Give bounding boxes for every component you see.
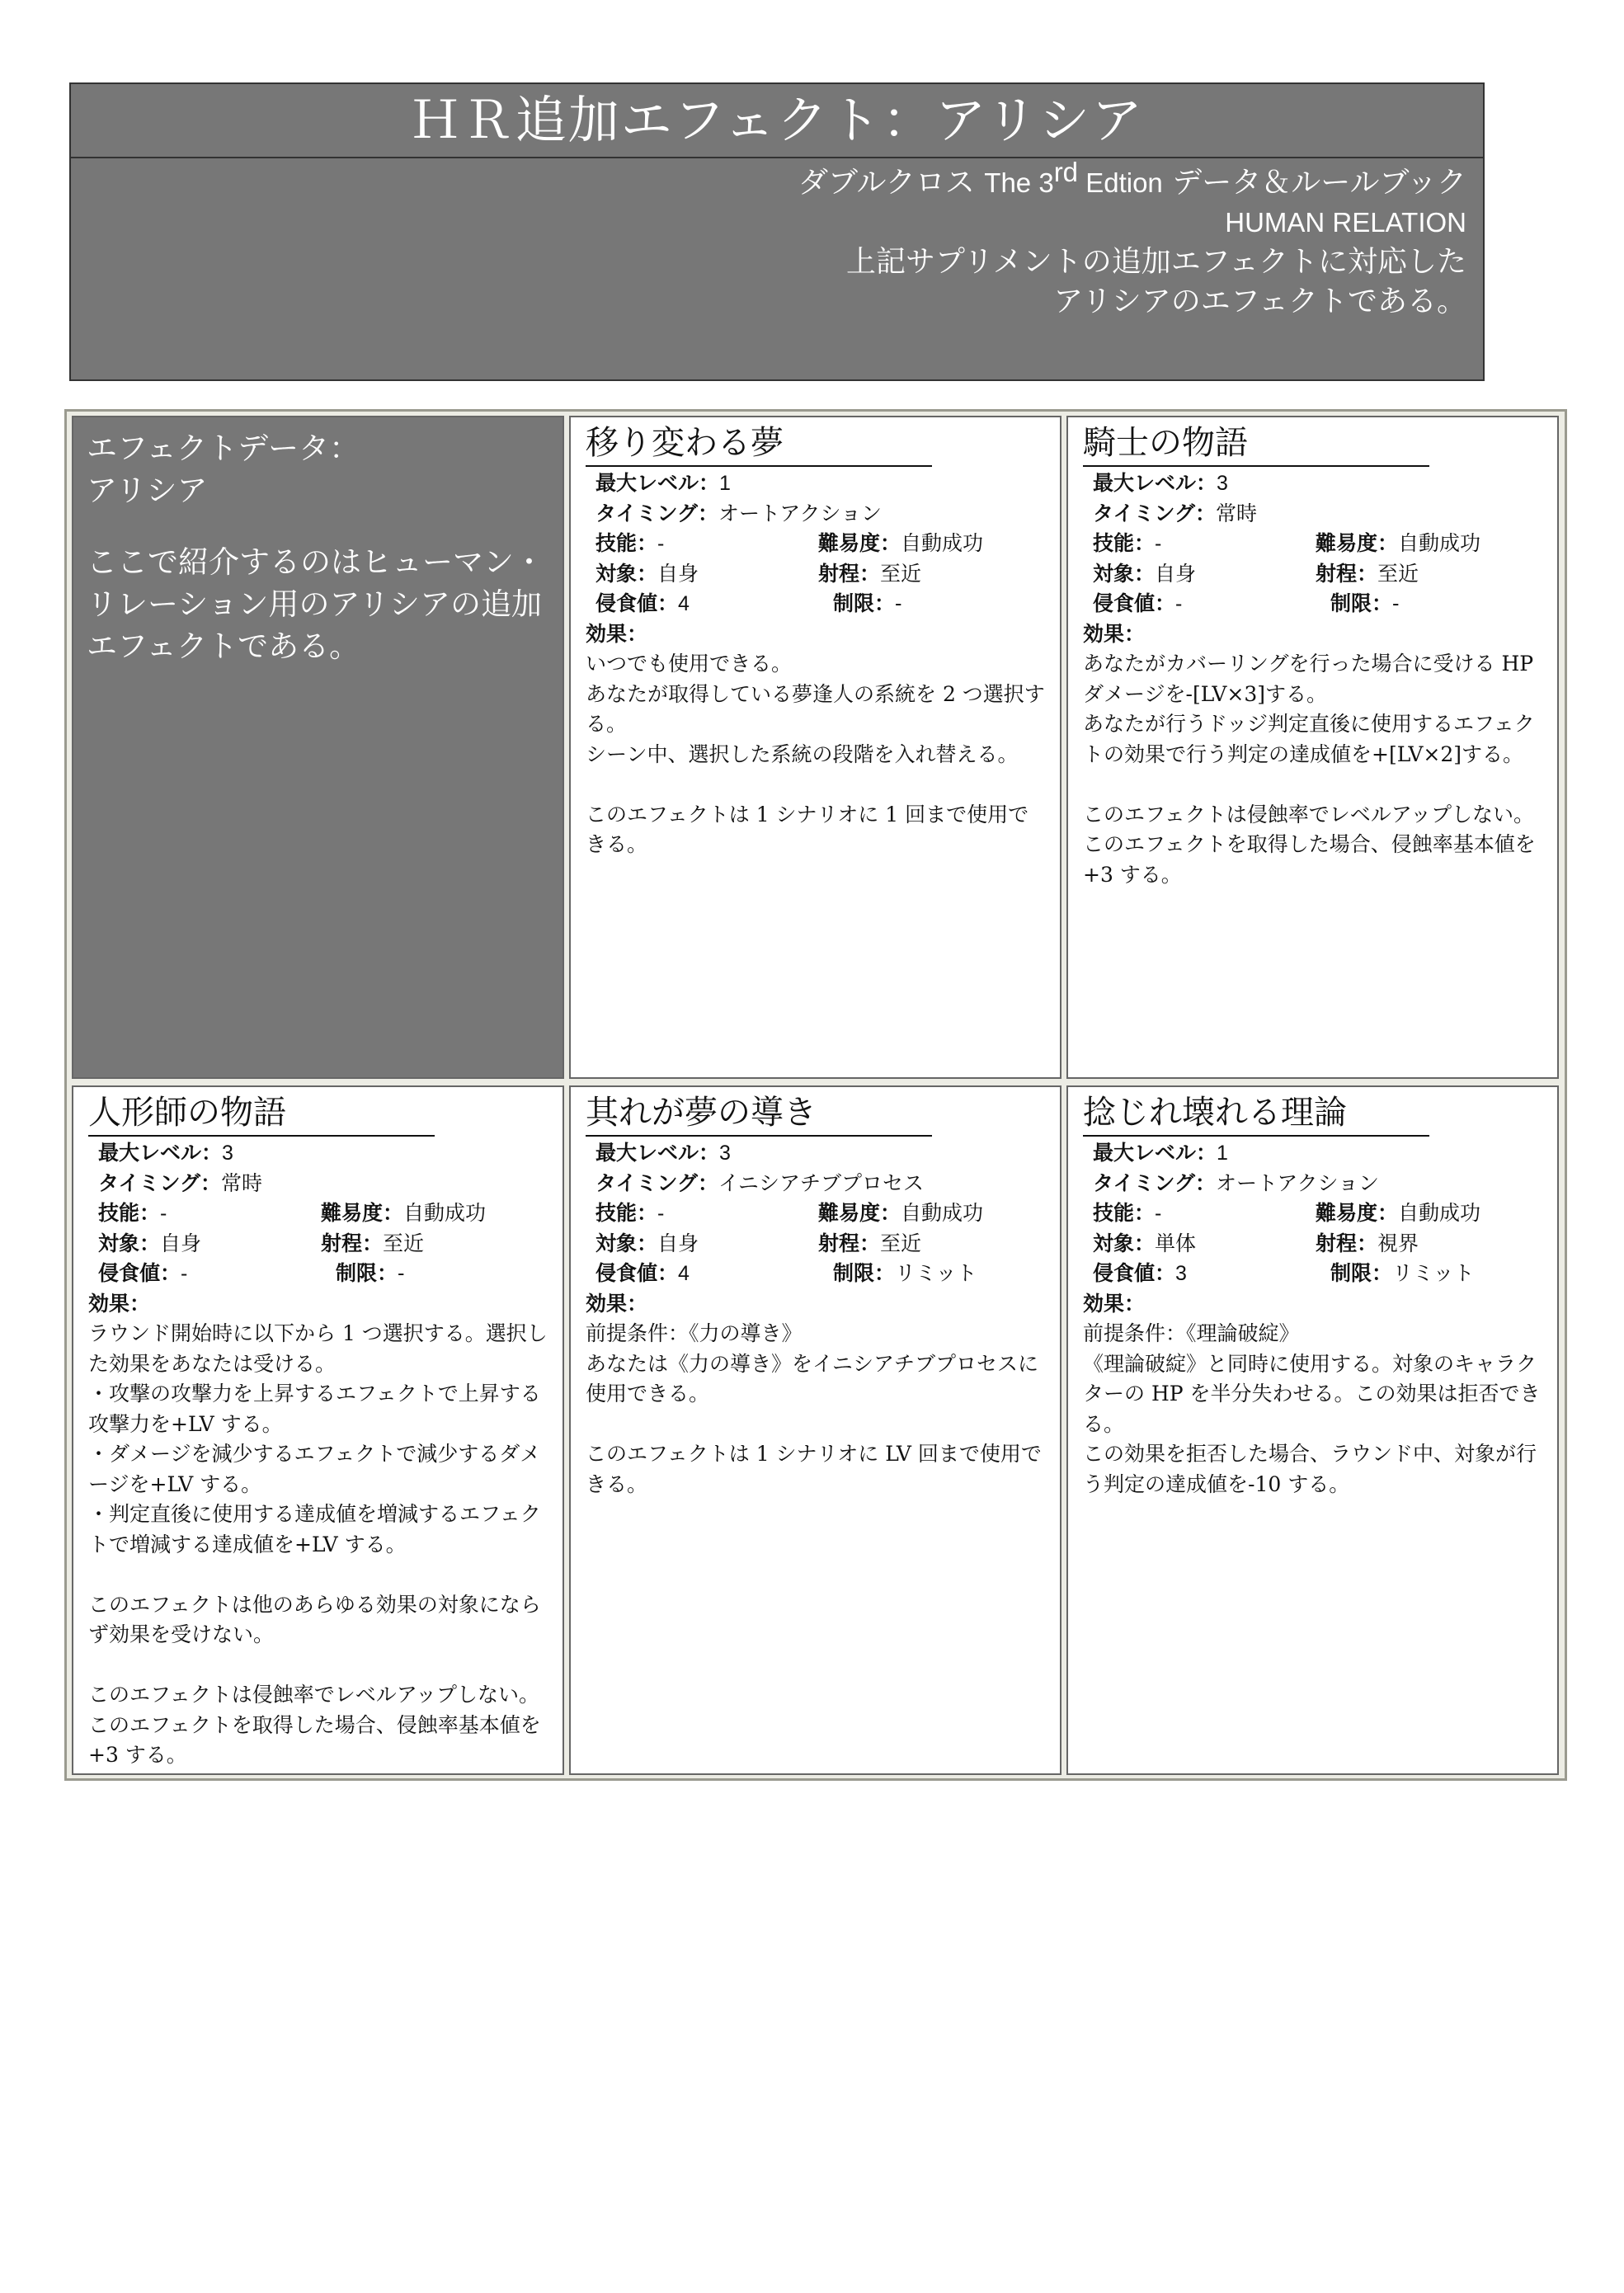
- target-value: 自身: [1155, 561, 1197, 586]
- max-level-row: [1093, 468, 1542, 499]
- skill-row: [595, 1198, 1045, 1229]
- target-label: 対象：: [1093, 1231, 1156, 1255]
- effect-text-line: このエフェクトは他のあらゆる効果の対象にならず効果を受けない。: [88, 1592, 541, 1646]
- effect-stats: [586, 1138, 1045, 1289]
- effect-label: 効果：: [1083, 621, 1146, 646]
- timing-label: タイミング：: [595, 1170, 719, 1195]
- intro-subject: アリシア: [87, 473, 208, 508]
- timing-row: [1093, 1169, 1542, 1199]
- range-value: 至近: [383, 1231, 425, 1255]
- target-label: 対象：: [98, 1231, 161, 1255]
- erosion-row: [1093, 1259, 1542, 1289]
- difficulty-value: 自動成功: [901, 531, 984, 555]
- timing-label: タイミング：: [1093, 1170, 1217, 1195]
- effect-text-line: いつでも使用できる。: [586, 652, 793, 676]
- effect-text-line: ・攻撃の攻撃力を上昇するエフェクトで上昇する攻撃力を+LV する。: [88, 1382, 541, 1436]
- skill-label: 技能：: [595, 1201, 658, 1225]
- limit-value: -: [398, 1261, 405, 1285]
- effect-text-line: 前提条件：《力の導き》: [586, 1321, 803, 1345]
- target-row: [1093, 559, 1542, 590]
- effect-text-line: ・判定直後に使用する達成値を増減するエフェクトで増減する達成値を+LV する。: [88, 1502, 541, 1556]
- erosion-row: [595, 1259, 1045, 1289]
- effect-card: [569, 416, 1061, 1079]
- effect-label: 効果：: [586, 1291, 648, 1316]
- effect-text-line: 前提条件：《理論破綻》: [1083, 1321, 1300, 1345]
- skill-row: [595, 529, 1045, 559]
- skill-value: -: [657, 1202, 665, 1225]
- intro-body: ここで紹介するのはヒューマン・リレーション用のアリシアの追加エフェクトである。: [87, 544, 544, 664]
- erosion-label: 侵食値：: [1093, 1261, 1176, 1285]
- skill-value: -: [657, 532, 665, 555]
- effect-text-line: あなたが行うドッジ判定直後に使用するエフェクトの効果で行う判定の達成値を+[LV×2]する。: [1083, 712, 1535, 766]
- timing-row: [595, 1169, 1045, 1199]
- skill-row: [98, 1198, 548, 1229]
- limit-label: 制限：: [336, 1261, 398, 1285]
- header-subtitle: [71, 158, 1483, 322]
- intro-panel: [72, 416, 564, 1079]
- effect-text-line: ・ダメージを減少するエフェクトで減少するダメージを+LV する。: [88, 1442, 541, 1496]
- max-level-row: [1093, 1138, 1542, 1169]
- effect-text-line: 《理論破綻》と同時に使用する。対象のキャラクターの HP を半分失わせる。この効果は拒否できる。: [1083, 1351, 1541, 1436]
- effect-card: [569, 1085, 1061, 1775]
- effect-description: [586, 619, 1045, 860]
- max-level-row: [595, 1138, 1045, 1169]
- effect-label: 効果：: [88, 1291, 151, 1316]
- effect-text-line: このエフェクトは侵蝕率でレベルアップしない。このエフェクトを取得した場合、侵蝕率基本値を+3 する。: [88, 1683, 541, 1767]
- limit-value: リミット: [1392, 1261, 1475, 1285]
- book-prefix: ダブルクロス: [798, 166, 985, 200]
- effect-title: 捻じれ壊れる理論: [1083, 1090, 1429, 1137]
- effect-text-line: シーン中、選択した系統の段階を入れ替える。: [586, 742, 1019, 766]
- effect-title: 人形師の物語: [88, 1090, 435, 1137]
- erosion-value: 4: [678, 1262, 690, 1285]
- effect-stats: [586, 468, 1045, 619]
- erosion-value: -: [181, 1262, 188, 1285]
- effect-text-line: ラウンド開始時に以下から 1 つ選択する。選択した効果をあなたは受ける。: [88, 1321, 548, 1376]
- effect-card: [1066, 416, 1559, 1079]
- target-value: 自身: [160, 1231, 202, 1255]
- timing-value: 常時: [221, 1170, 263, 1195]
- book-reference: [71, 157, 1466, 203]
- effect-card: [72, 1085, 564, 1775]
- erosion-label: 侵食値：: [595, 1261, 679, 1285]
- effect-text-line: あなたがカバーリングを行った場合に受ける HP ダメージを-[LV×3]する。: [1083, 652, 1534, 706]
- erosion-label: 侵食値：: [595, 591, 679, 615]
- max-level-label: 最大レベル：: [1093, 471, 1217, 495]
- effect-text-line: このエフェクトは 1 シナリオに 1 回まで使用できる。: [586, 802, 1029, 856]
- timing-value: オートアクション: [718, 501, 883, 525]
- erosion-row: [1093, 589, 1542, 619]
- document-header: [69, 82, 1485, 381]
- difficulty-value: 自動成功: [403, 1201, 487, 1225]
- difficulty-label: 難易度：: [1316, 531, 1399, 555]
- header-description-2: アリシアのエフェクトである。: [1053, 285, 1466, 318]
- effect-text-line: あなたは《力の導き》をイニシアチブプロセスに使用できる。: [586, 1351, 1039, 1405]
- target-row: [595, 1229, 1045, 1260]
- max-level-value: 1: [719, 472, 731, 495]
- max-level-label: 最大レベル：: [595, 471, 720, 495]
- max-level-label: 最大レベル：: [595, 1141, 720, 1165]
- target-value: 自身: [657, 561, 699, 586]
- skill-row: [1093, 529, 1542, 559]
- book-subtitle: HUMAN RELATION: [1225, 207, 1466, 238]
- effect-description: [1083, 1289, 1542, 1500]
- header-description-1: 上記サプリメントの追加エフェクトに対応した: [845, 245, 1466, 279]
- erosion-label: 侵食値：: [98, 1261, 181, 1285]
- limit-label: 制限：: [1330, 591, 1393, 615]
- difficulty-label: 難易度：: [818, 1201, 901, 1225]
- limit-value: -: [1392, 591, 1400, 615]
- target-row: [595, 559, 1045, 590]
- effect-text-line: この効果を拒否した場合、ラウンド中、対象が行う判定の達成値を-10 する。: [1083, 1442, 1537, 1496]
- skill-label: 技能：: [595, 531, 658, 555]
- effect-title: 移り変わる夢: [586, 421, 932, 467]
- difficulty-value: 自動成功: [1398, 1201, 1481, 1225]
- effect-text-line: このエフェクトは 1 シナリオに LV 回まで使用できる。: [586, 1442, 1042, 1496]
- timing-row: [98, 1169, 548, 1199]
- limit-label: 制限：: [833, 1261, 896, 1285]
- erosion-row: [595, 589, 1045, 619]
- book-suffix: データ＆ルールブック: [1162, 166, 1466, 200]
- book-sup: rd: [1053, 157, 1079, 187]
- skill-label: 技能：: [98, 1201, 161, 1225]
- effect-label: 効果：: [586, 621, 648, 646]
- range-label: 射程：: [818, 561, 881, 586]
- effect-card: [1066, 1085, 1559, 1775]
- erosion-value: -: [1175, 592, 1183, 615]
- book-edition: Edtion: [1078, 167, 1163, 198]
- erosion-row: [98, 1259, 548, 1289]
- target-value: 自身: [657, 1231, 699, 1255]
- effect-label: 効果：: [1083, 1291, 1146, 1316]
- max-level-label: 最大レベル：: [1093, 1141, 1217, 1165]
- target-label: 対象：: [595, 561, 658, 586]
- max-level-value: 3: [222, 1142, 233, 1165]
- max-level-value: 1: [1217, 1142, 1228, 1165]
- range-label: 射程：: [321, 1231, 384, 1255]
- effect-stats: [1083, 468, 1542, 619]
- effect-text-line: このエフェクトは侵蝕率でレベルアップしない。このエフェクトを取得した場合、侵蝕率基本値を+3 する。: [1083, 802, 1536, 887]
- max-level-value: 3: [719, 1142, 731, 1165]
- max-level-row: [595, 468, 1045, 499]
- effect-text-line: あなたが取得している夢逢人の系統を 2 つ選択する。: [586, 681, 1045, 736]
- max-level-label: 最大レベル：: [98, 1141, 223, 1165]
- max-level-value: 3: [1217, 472, 1228, 495]
- target-row: [1093, 1229, 1542, 1260]
- effect-description: [1083, 619, 1542, 891]
- timing-value: 常時: [1216, 501, 1258, 525]
- timing-row: [1093, 499, 1542, 530]
- difficulty-label: 難易度：: [321, 1201, 404, 1225]
- timing-label: タイミング：: [595, 501, 719, 525]
- range-label: 射程：: [818, 1231, 881, 1255]
- range-value: 至近: [880, 1231, 922, 1255]
- erosion-value: 3: [1175, 1262, 1187, 1285]
- target-value: 単体: [1155, 1231, 1197, 1255]
- limit-value: リミット: [895, 1261, 977, 1285]
- effect-grid: [64, 409, 1567, 1781]
- effect-stats: [88, 1138, 548, 1289]
- effect-description: [88, 1289, 548, 1771]
- difficulty-label: 難易度：: [1316, 1201, 1399, 1225]
- difficulty-label: 難易度：: [818, 531, 901, 555]
- limit-label: 制限：: [1330, 1261, 1393, 1285]
- effect-title: 其れが夢の導き: [586, 1090, 932, 1137]
- erosion-label: 侵食値：: [1093, 591, 1176, 615]
- page-title: ＨＲ追加エフェクト：アリシア: [71, 84, 1483, 158]
- range-label: 射程：: [1316, 561, 1378, 586]
- erosion-value: 4: [678, 592, 690, 615]
- limit-value: -: [895, 591, 902, 615]
- skill-label: 技能：: [1093, 531, 1156, 555]
- target-label: 対象：: [595, 1231, 658, 1255]
- limit-label: 制限：: [833, 591, 896, 615]
- difficulty-value: 自動成功: [1398, 531, 1481, 555]
- target-row: [98, 1229, 548, 1260]
- effect-title: 騎士の物語: [1083, 421, 1429, 467]
- target-label: 対象：: [1093, 561, 1156, 586]
- max-level-row: [98, 1138, 548, 1169]
- skill-row: [1093, 1198, 1542, 1229]
- timing-value: オートアクション: [1216, 1170, 1380, 1195]
- book-the: The 3: [984, 167, 1054, 198]
- timing-row: [595, 499, 1045, 530]
- range-label: 射程：: [1316, 1231, 1378, 1255]
- timing-label: タイミング：: [98, 1170, 222, 1195]
- range-value: 至近: [880, 561, 922, 586]
- timing-value: イニシアチブプロセス: [718, 1170, 925, 1195]
- skill-value: -: [160, 1202, 167, 1225]
- difficulty-value: 自動成功: [901, 1201, 984, 1225]
- skill-label: 技能：: [1093, 1201, 1156, 1225]
- effect-description: [586, 1289, 1045, 1500]
- intro-heading: エフェクトデータ：: [87, 431, 360, 466]
- effect-stats: [1083, 1138, 1542, 1289]
- timing-label: タイミング：: [1093, 501, 1217, 525]
- range-value: 至近: [1377, 561, 1419, 586]
- range-value: 視界: [1377, 1231, 1419, 1255]
- skill-value: -: [1155, 1202, 1162, 1225]
- skill-value: -: [1155, 532, 1162, 555]
